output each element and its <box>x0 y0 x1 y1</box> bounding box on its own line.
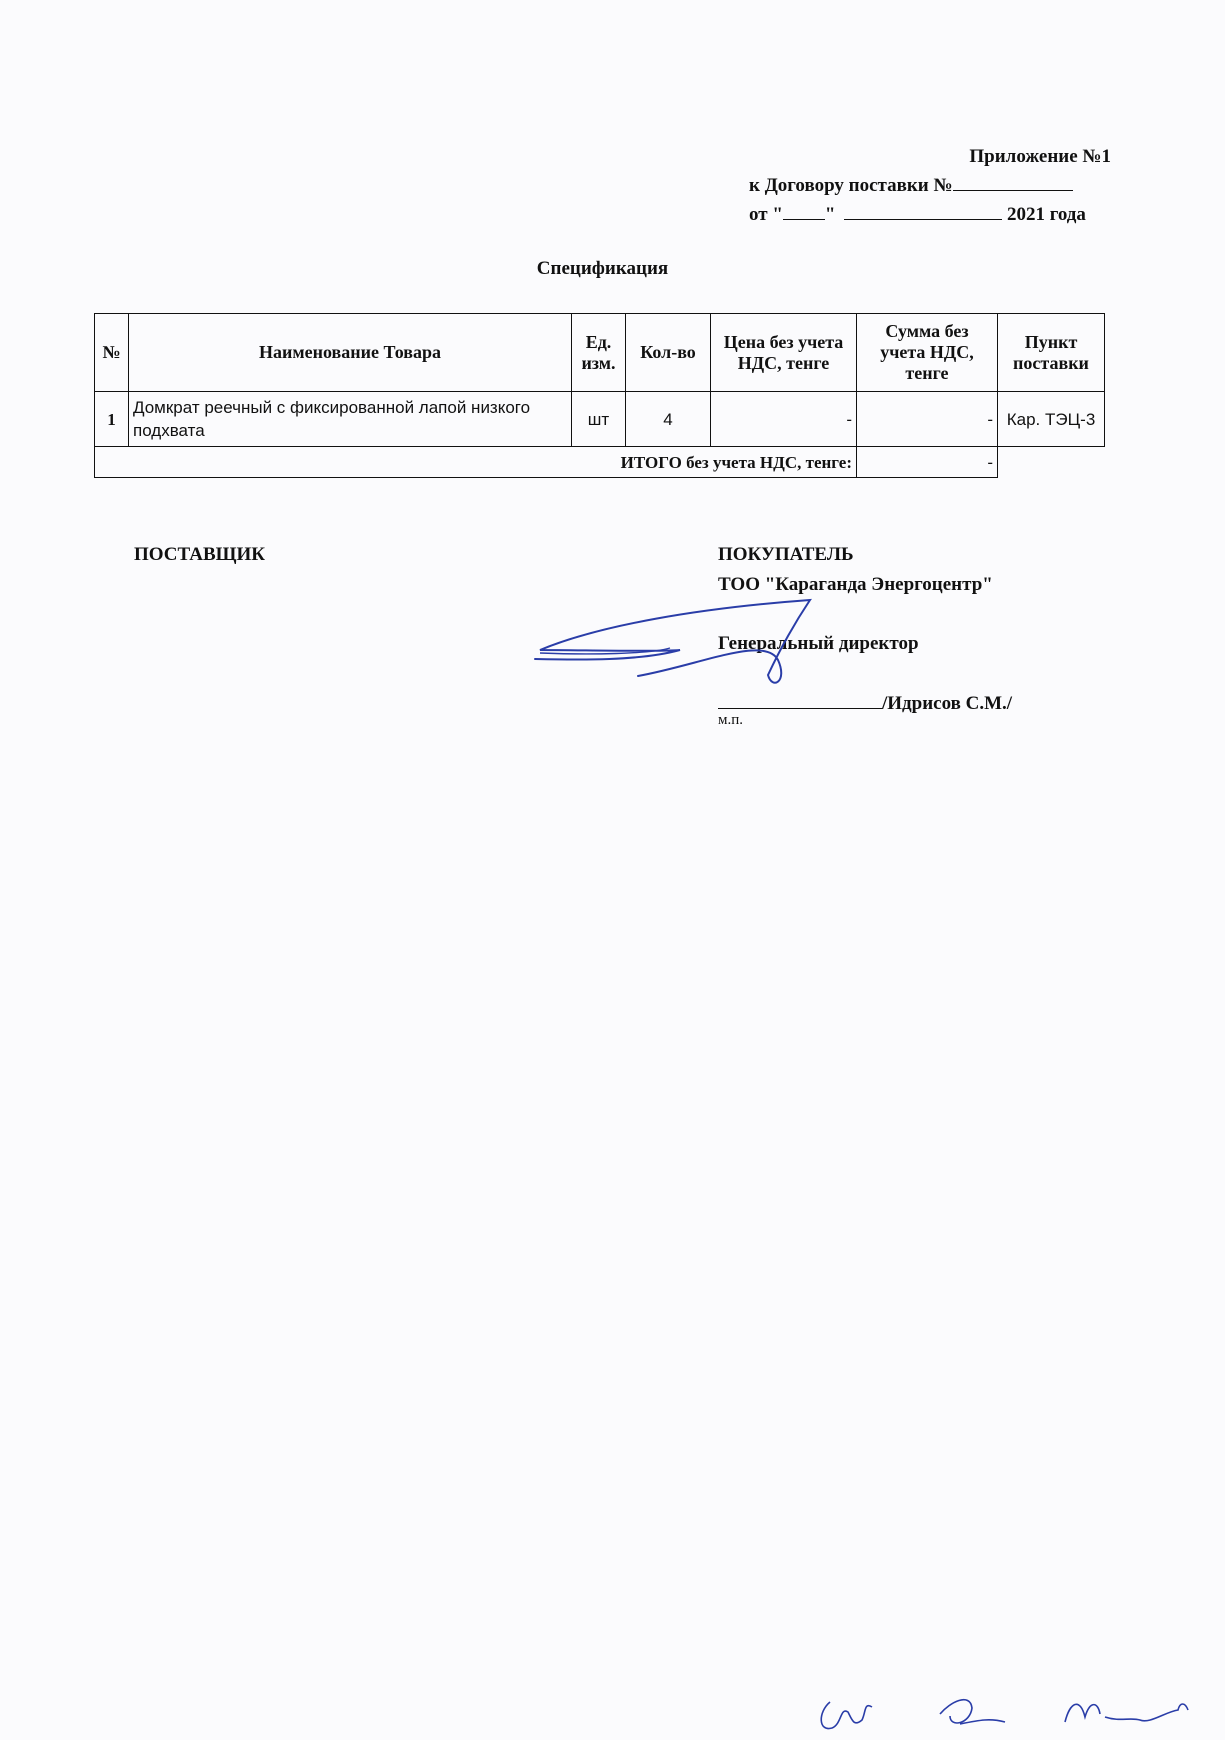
total-value: - <box>857 447 998 478</box>
contract-date <box>711 200 1111 229</box>
cell-sum: - <box>857 392 998 447</box>
buyer-position: Генеральный директор <box>718 633 919 654</box>
header-place: Пункт поставки <box>998 314 1105 392</box>
total-empty-cell <box>998 447 1105 478</box>
date-prefix: от " <box>749 204 783 225</box>
header-unit: Ед. изм. <box>572 314 626 392</box>
cell-unit: шт <box>572 392 626 447</box>
total-row <box>95 447 1105 478</box>
header-price: Цена без учета НДС, тенге <box>711 314 857 392</box>
date-quote: " <box>824 204 836 225</box>
document-title: Спецификация <box>536 258 669 279</box>
contract-reference <box>711 171 1111 200</box>
page-initials <box>800 1662 1220 1737</box>
cell-name: Домкрат реечный с фиксированной лапой низкого подхвата <box>129 392 572 447</box>
header-name: Наименование Товара <box>129 314 572 392</box>
specification-table <box>94 313 1105 478</box>
buyer-organization: ТОО "Караганда Энергоцентр" <box>718 574 993 595</box>
total-label: ИТОГО без учета НДС, тенге: <box>95 447 857 478</box>
header-qty: Кол-во <box>626 314 711 392</box>
cell-qty: 4 <box>626 392 711 447</box>
contract-number-blank <box>953 172 1073 191</box>
year-text: 2021 года <box>1006 204 1086 225</box>
day-blank <box>783 201 825 220</box>
buyer-signatory: /Идрисов С.М./ <box>882 693 1013 714</box>
table-header-row <box>95 314 1105 392</box>
stamp-place-label: м.п. <box>718 712 744 728</box>
appendix-header <box>711 142 1111 229</box>
contract-prefix: к Договору поставки № <box>749 175 953 196</box>
header-num: № <box>95 314 129 392</box>
table-row <box>95 392 1105 447</box>
cell-price: - <box>711 392 857 447</box>
appendix-number: Приложение №1 <box>969 146 1111 167</box>
month-blank <box>844 201 1002 220</box>
buyer-label: ПОКУПАТЕЛЬ <box>718 544 854 565</box>
director-signature <box>520 580 940 700</box>
cell-place: Кар. ТЭЦ-3 <box>998 392 1105 447</box>
header-sum: Сумма без учета НДС, тенге <box>857 314 998 392</box>
cell-num: 1 <box>95 392 129 447</box>
supplier-label: ПОСТАВЩИК <box>134 544 266 565</box>
